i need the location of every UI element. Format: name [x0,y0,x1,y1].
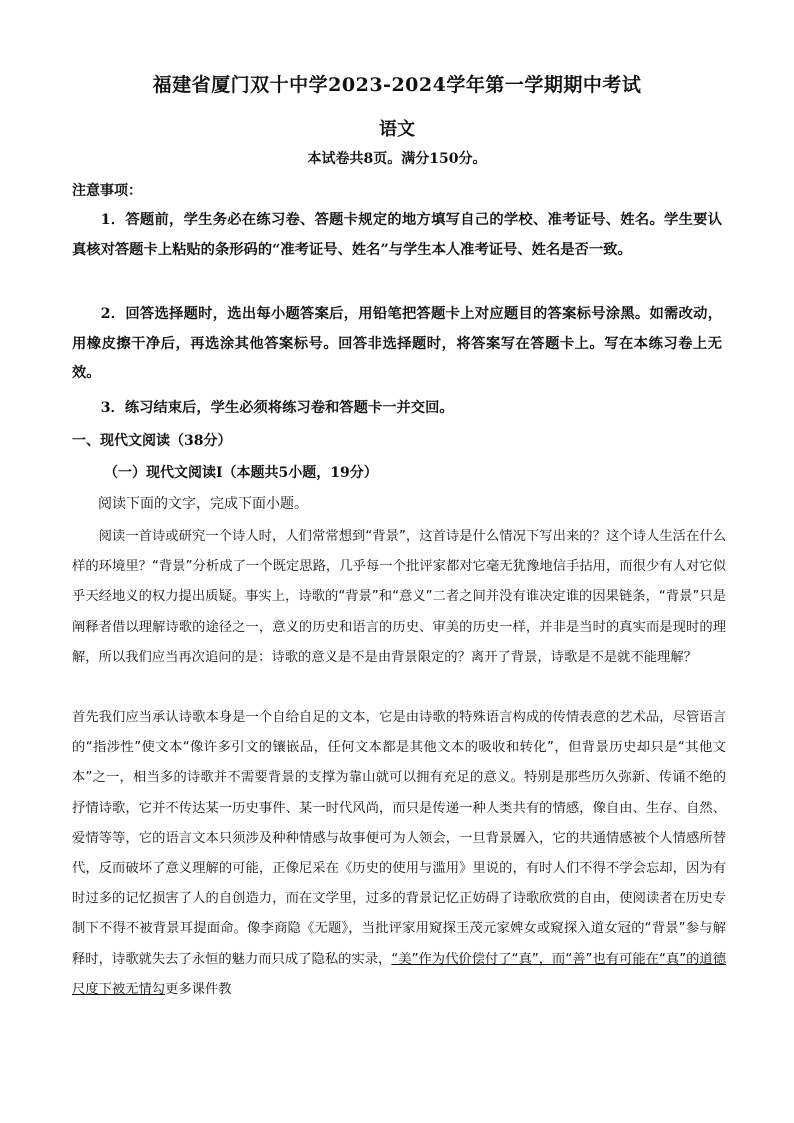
passage-paragraph-2 [72,703,726,1005]
notice-item-1: 1．答题前，学生务必在练习卷、答题卡规定的地方填写自己的学校、准考证号、姓名。学生要认真核对答题卡上粘贴的条形码的“准考证号、姓名”与学生本人准考证号、姓名是否一致。 [72,212,722,258]
reading-instruction: 阅读下面的文字，完成下面小题。 [98,496,308,512]
underlined-sentence: “美”作为代价偿付了“真”，而“善”也有可能在“真”的道德尺度下被无情勾 [72,951,727,997]
notice-item-3: 3．练习结束后，学生必须将练习卷和答题卡一并交回。 [100,400,454,416]
section-heading: 一、现代文阅读（38分） [72,433,232,449]
exam-subject: 语文 [379,119,415,140]
exam-meta: 本试卷共8页。满分150分。 [307,151,487,167]
notice-item-2: 2．回答选择题时，选出每小题答案后，用铅笔把答题卡上对应题目的答案标号涂黑。如需改动，用橡皮擦干净后，再选涂其他答案标号。回答非选择题时，将答案写在答题卡上。写在本练习卷上无效。 [72,306,722,381]
exam-title: 福建省厦门双十中学2023-2024学年第一学期期中考试 [152,74,642,96]
passage-paragraph-1: 阅读一首诗或研究一个诗人时，人们常常想到“背景”，这首诗是什么情况下写出来的？这个诗人生活在什么样的环境里？“背景”分析成了一个既定思路，几乎每一个批评家都对它毫无犹豫地信手拈用，而很少有人对它似乎天经地义的权力提出质疑。事实上，诗歌的“背景”和“意义”二者之间并没有谁决定谁的因果链条，“背景”只是阐释者借以理解诗歌的途径之一，意义的历史和语言的历史、审美的历史一样，并非是当时的真实而是现时的理解，所以我们应当再次追问的是：诗歌的意义是不是由背景限定的？离开了背景，诗歌是不是就不能理解？ [72,529,726,665]
subsection-heading: （一）现代文阅读Ⅰ（本题共5小题，19分） [104,465,378,481]
passage-paragraph-2-text: 首先我们应当承认诗歌本身是一个自给自足的文本，它是由诗歌的特殊语言构成的传情表意的艺术品，尽管语言的“指涉性”使文本“像许多引文的镶嵌品，任何文本都是其他文本的吸收和转化”，但背景历史却只是“其他文本”之一，相当多的诗歌并不需要背景的支撑为靠山就可以拥有充足的意义。特别是那些历久弥新、传诵不绝的抒情诗歌，它并不传达某一历史事件、某一时代风尚，而只是传递一种人类共有的情感，像自由、生存、自然、爱情等等，它的语言文本只须涉及种种情感与故事便可为人领会，一旦背景羼入，它的共通情感被个人情感所替代，反而破坏了意义理解的可能，正像尼采在《历史的使用与滥用》里说的，有时人们不得不学会忘却，因为有时过多的记忆损害了人的自创造力，而在文学里，过多的背景记忆正妨碍了诗歌欣赏的自由，使阅读者在历史专制下不得不被背景耳提面命。像李商隐《无题》，当批评家用窥探王茂元家婢女或窥探入道女冠的“背景”参与解释时，诗歌就失去了永恒的魅力而只成了隐私的实录， [72,710,726,967]
notice-heading: 注意事项： [72,183,142,199]
ad-link-text[interactable]: 更多课件教 [165,981,232,997]
